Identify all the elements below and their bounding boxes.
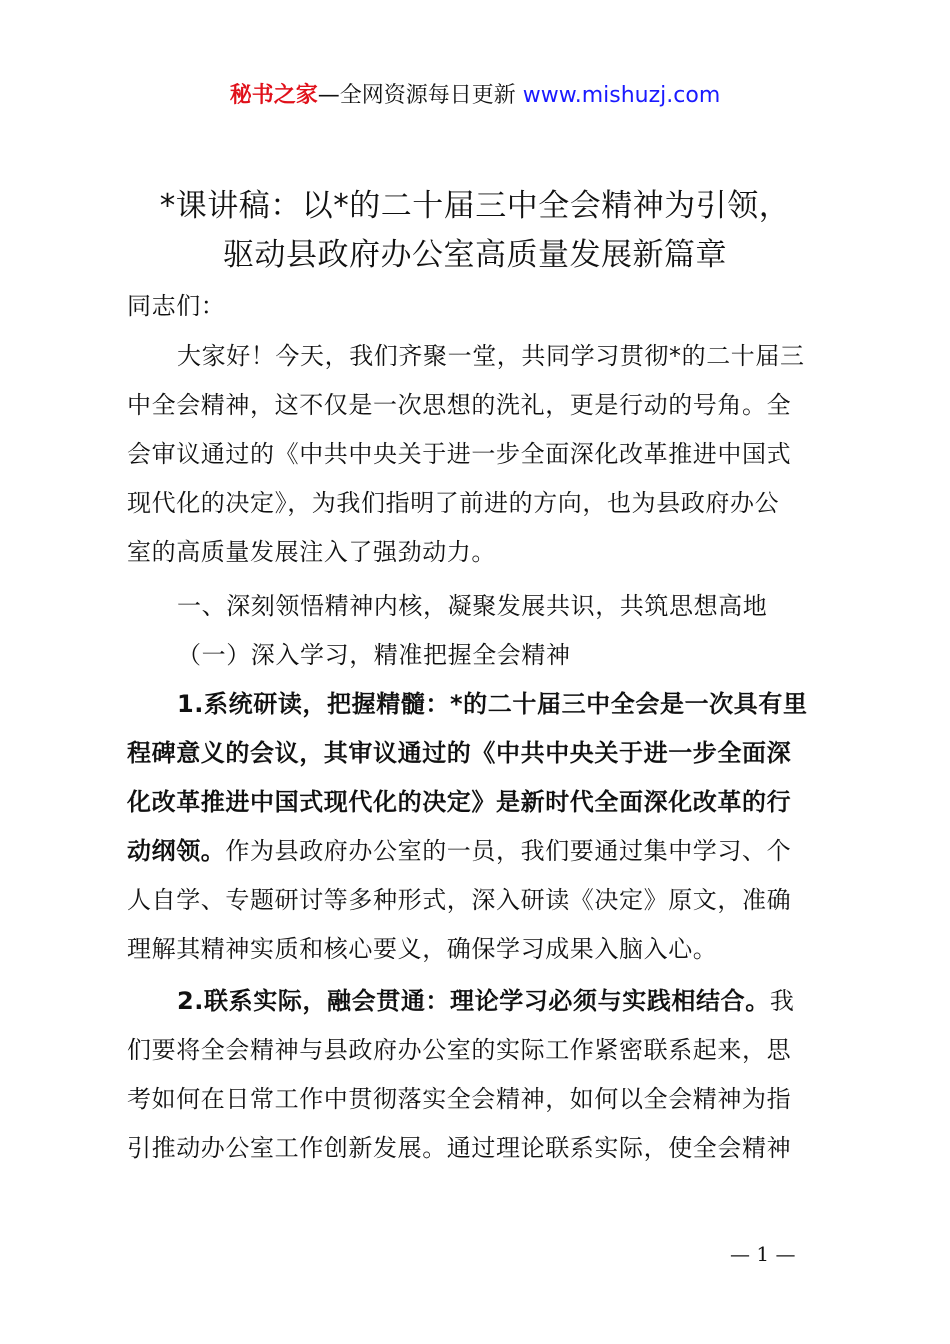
- item-1-text-line: 理解其精神实质和核心要义，确保学习成果入脑入心。: [127, 935, 718, 963]
- item-1-bold-end: 动纲领。: [127, 837, 226, 865]
- site-header: [0, 80, 950, 112]
- page-number: — 1 —: [730, 1242, 796, 1266]
- item-2-text-line: 引推动办公室工作创新发展。通过理论联系实际，使全会精神: [127, 1134, 792, 1162]
- item-2-text-line: 们要将全会精神与县政府办公室的实际工作紧密联系起来，思: [127, 1036, 792, 1064]
- item-1-mixed-line: [127, 834, 791, 868]
- item-2-bold: 2.联系实际，融会贯通：理论学习必须与实践相结合。: [177, 987, 770, 1015]
- item-2-text-line: 考如何在日常工作中贯彻落实全会精神，如何以全会精神为指: [127, 1085, 792, 1113]
- paragraph-1-line: 现代化的决定》，为我们指明了前进的方向，也为县政府办公: [127, 489, 780, 517]
- document-title-line-1: *课讲稿：以*的二十届三中全会精神为引领，: [159, 188, 791, 224]
- document-title-line-2: 驱动县政府办公室高质量发展新篇章: [223, 237, 727, 273]
- item-2-mixed-line: [177, 984, 794, 1018]
- item-1-bold-line: 化改革推进中国式现代化的决定》是新时代全面深化改革的行: [127, 788, 792, 816]
- item-2-text-start: 我: [769, 987, 795, 1015]
- paragraph-1-line: 大家好！今天，我们齐聚一堂，共同学习贯彻*的二十届三: [177, 342, 805, 370]
- brand-name: 秘书之家: [229, 83, 318, 108]
- subsection-heading-1: （一）深入学习，精准把握全会精神: [177, 641, 571, 669]
- item-1-text-line: 人自学、专题研讨等多种形式，深入研读《决定》原文，准确: [127, 886, 792, 914]
- section-heading-1: 一、深刻领悟精神内核，凝聚发展共识，共筑思想高地: [177, 592, 768, 620]
- item-1-bold-line: 程碑意义的会议，其审议通过的《中共中央关于进一步全面深: [127, 739, 792, 767]
- paragraph-1-line: 会审议通过的《中共中央关于进一步全面深化改革推进中国式: [127, 440, 792, 468]
- paragraph-1-line: 室的高质量发展注入了强劲动力。: [127, 538, 496, 566]
- paragraph-1-line: 中全会精神，这不仅是一次思想的洗礼，更是行动的号角。全: [127, 391, 792, 419]
- site-url-link[interactable]: www.mishuzj.com: [522, 83, 721, 108]
- header-tagline: —全网资源每日更新: [317, 83, 516, 108]
- item-1-text-start: 作为县政府办公室的一员，我们要通过集中学习、个: [225, 837, 792, 865]
- salutation: 同志们：: [127, 292, 226, 320]
- item-1-bold-line: 1.系统研读，把握精髓：*的二十届三中全会是一次具有里: [177, 690, 808, 718]
